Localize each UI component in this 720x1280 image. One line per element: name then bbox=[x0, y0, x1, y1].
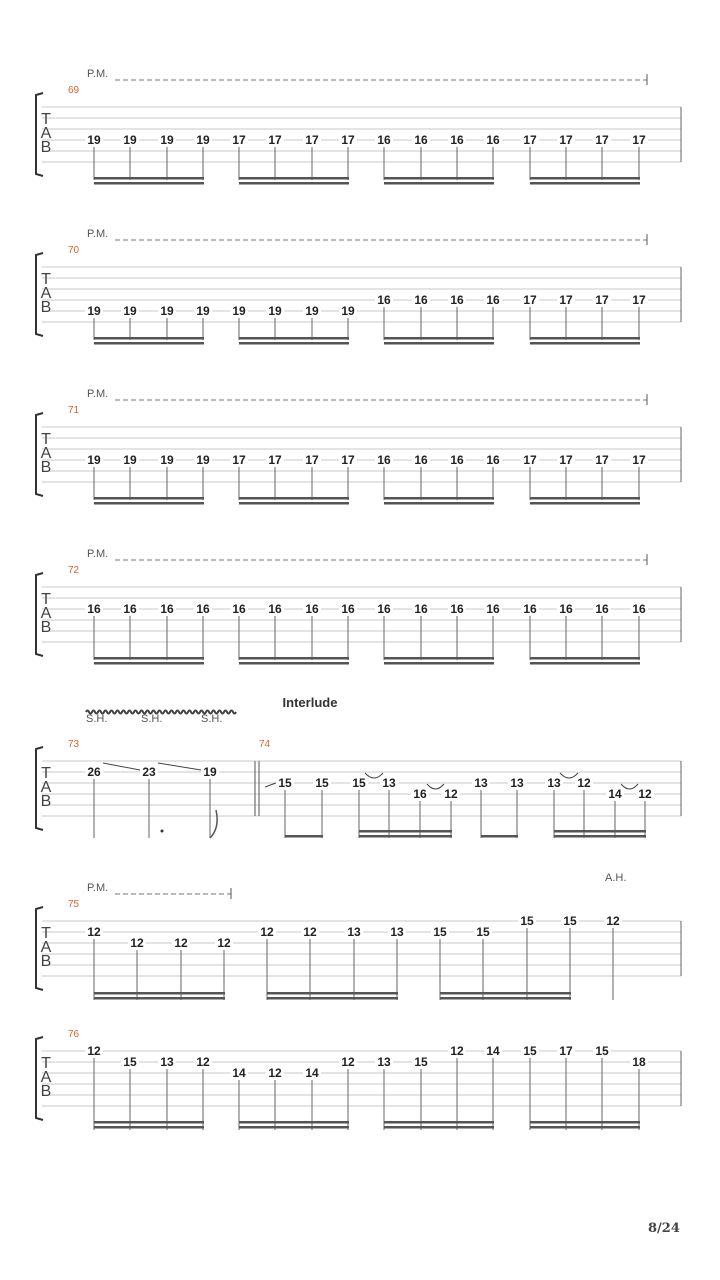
beam bbox=[285, 835, 323, 838]
beam bbox=[530, 177, 640, 180]
fret-number: 19 bbox=[341, 304, 355, 318]
fret-number: 15 bbox=[595, 1044, 609, 1058]
beam bbox=[554, 830, 646, 833]
slide-in-line bbox=[265, 783, 276, 787]
fret-number: 12 bbox=[217, 936, 231, 950]
fret-number: 17 bbox=[523, 133, 537, 147]
beam bbox=[94, 1121, 204, 1124]
tab-clef-letter: A bbox=[40, 445, 52, 462]
slide-harmonic-label: S.H. bbox=[86, 713, 108, 725]
fret-number: 18 bbox=[632, 1055, 646, 1069]
beam bbox=[384, 497, 494, 500]
beam bbox=[530, 342, 640, 345]
fret-number: 16 bbox=[377, 453, 391, 467]
fret-number: 16 bbox=[160, 602, 174, 616]
fret-number: 12 bbox=[87, 925, 101, 939]
beam bbox=[267, 997, 398, 1000]
fret-number: 16 bbox=[450, 133, 464, 147]
fret-number: 19 bbox=[160, 304, 174, 318]
beam bbox=[94, 182, 204, 185]
tab-clef-letter: T bbox=[41, 765, 51, 782]
tab-system bbox=[36, 548, 681, 665]
tab-clef-letter: B bbox=[40, 619, 52, 636]
fret-number: 17 bbox=[232, 133, 246, 147]
tab-clef-letter: T bbox=[41, 111, 51, 128]
fret-number: 12 bbox=[450, 1044, 464, 1058]
fret-number: 16 bbox=[87, 602, 101, 616]
fret-number: 17 bbox=[341, 453, 355, 467]
measure-number: 74 bbox=[259, 739, 271, 750]
tab-clef-letter: B bbox=[40, 299, 52, 316]
beam bbox=[530, 182, 640, 185]
tab-clef-letter: A bbox=[40, 779, 52, 796]
tab-system bbox=[36, 68, 681, 185]
fret-number: 16 bbox=[414, 602, 428, 616]
slide-line bbox=[103, 763, 140, 770]
beam bbox=[239, 657, 349, 660]
beam bbox=[239, 182, 349, 185]
artificial-harmonic-label: A.H. bbox=[605, 872, 627, 884]
beam bbox=[239, 1121, 349, 1124]
measure-number: 75 bbox=[68, 899, 80, 910]
fret-number: 12 bbox=[260, 925, 274, 939]
tab-clef-letter: A bbox=[40, 285, 52, 302]
beam bbox=[530, 497, 640, 500]
beam bbox=[384, 342, 494, 345]
beam bbox=[384, 1121, 494, 1124]
fret-number: 16 bbox=[123, 602, 137, 616]
measure-number: 73 bbox=[68, 739, 80, 750]
fret-number: 16 bbox=[341, 602, 355, 616]
fret-number: 12 bbox=[606, 914, 620, 928]
measure-number: 71 bbox=[68, 405, 80, 416]
beam bbox=[481, 835, 518, 838]
tab-clef-letter: T bbox=[41, 431, 51, 448]
tab-system bbox=[36, 1029, 681, 1130]
fret-number: 13 bbox=[160, 1055, 174, 1069]
fret-number: 17 bbox=[268, 453, 282, 467]
fret-number: 17 bbox=[632, 293, 646, 307]
fret-number: 16 bbox=[632, 602, 646, 616]
fret-number: 13 bbox=[377, 1055, 391, 1069]
beam bbox=[94, 497, 204, 500]
beam bbox=[384, 662, 494, 665]
fret-number: 13 bbox=[510, 776, 524, 790]
tab-clef-letter: A bbox=[40, 939, 52, 956]
fret-number: 19 bbox=[87, 453, 101, 467]
beam bbox=[384, 502, 494, 505]
tab-clef-letter: T bbox=[41, 925, 51, 942]
fret-number: 17 bbox=[632, 133, 646, 147]
beam bbox=[384, 337, 494, 340]
beam bbox=[554, 835, 646, 838]
tab-clef-letter: T bbox=[41, 271, 51, 288]
fret-number: 15 bbox=[520, 914, 534, 928]
slide-harmonic-label: S.H. bbox=[141, 713, 163, 725]
tab-clef-letter: A bbox=[40, 605, 52, 622]
beam bbox=[239, 342, 349, 345]
fret-number: 14 bbox=[305, 1066, 319, 1080]
fret-number: 15 bbox=[278, 776, 292, 790]
fret-number: 19 bbox=[196, 453, 210, 467]
fret-number: 17 bbox=[595, 133, 609, 147]
palm-mute-label: P.M. bbox=[87, 882, 109, 894]
fret-number: 16 bbox=[486, 293, 500, 307]
beam bbox=[440, 997, 571, 1000]
beam bbox=[359, 835, 452, 838]
fret-number: 15 bbox=[563, 914, 577, 928]
pull-off-arc bbox=[427, 784, 444, 789]
beam bbox=[530, 662, 640, 665]
fret-number: 19 bbox=[160, 453, 174, 467]
beam bbox=[530, 1126, 640, 1129]
fret-number: 26 bbox=[87, 765, 101, 779]
tab-clef-letter: A bbox=[40, 125, 52, 142]
fret-number: 12 bbox=[196, 1055, 210, 1069]
slide-harmonic-label: S.H. bbox=[201, 713, 223, 725]
fret-number: 15 bbox=[123, 1055, 137, 1069]
beam bbox=[384, 182, 494, 185]
beam bbox=[94, 177, 204, 180]
fret-number: 19 bbox=[268, 304, 282, 318]
fret-number: 13 bbox=[347, 925, 361, 939]
fret-number: 15 bbox=[352, 776, 366, 790]
tab-clef-letter: B bbox=[40, 793, 52, 810]
beam bbox=[94, 337, 204, 340]
fret-number: 17 bbox=[305, 133, 319, 147]
fret-number: 16 bbox=[413, 787, 427, 801]
fret-number: 12 bbox=[268, 1066, 282, 1080]
fret-number: 16 bbox=[595, 602, 609, 616]
fret-number: 15 bbox=[433, 925, 447, 939]
beam bbox=[530, 657, 640, 660]
beam bbox=[94, 657, 204, 660]
fret-number: 17 bbox=[595, 453, 609, 467]
fret-number: 12 bbox=[174, 936, 188, 950]
fret-number: 17 bbox=[341, 133, 355, 147]
fret-number: 16 bbox=[486, 133, 500, 147]
note-flag bbox=[210, 810, 217, 838]
beam bbox=[94, 997, 225, 1000]
fret-number: 17 bbox=[523, 453, 537, 467]
fret-number: 19 bbox=[305, 304, 319, 318]
beam bbox=[94, 662, 204, 665]
beam bbox=[530, 337, 640, 340]
beam bbox=[239, 502, 349, 505]
fret-number: 13 bbox=[474, 776, 488, 790]
fret-number: 16 bbox=[523, 602, 537, 616]
fret-number: 16 bbox=[559, 602, 573, 616]
fret-number: 15 bbox=[414, 1055, 428, 1069]
fret-number: 19 bbox=[123, 133, 137, 147]
measure-number: 70 bbox=[68, 245, 80, 256]
beam bbox=[440, 992, 571, 995]
fret-number: 12 bbox=[444, 787, 458, 801]
fret-number: 17 bbox=[268, 133, 282, 147]
tab-clef-letter: B bbox=[40, 1083, 52, 1100]
fret-number: 17 bbox=[559, 133, 573, 147]
measure-number: 69 bbox=[68, 85, 80, 96]
fret-number: 16 bbox=[450, 602, 464, 616]
page-number: 8/24 bbox=[648, 1221, 680, 1236]
fret-number: 16 bbox=[232, 602, 246, 616]
fret-number: 16 bbox=[377, 602, 391, 616]
fret-number: 16 bbox=[450, 453, 464, 467]
fret-number: 17 bbox=[595, 293, 609, 307]
fret-number: 16 bbox=[377, 293, 391, 307]
fret-number: 12 bbox=[87, 1044, 101, 1058]
palm-mute-label: P.M. bbox=[87, 228, 109, 240]
fret-number: 16 bbox=[414, 133, 428, 147]
fret-number: 17 bbox=[559, 453, 573, 467]
beam bbox=[94, 992, 225, 995]
fret-number: 13 bbox=[382, 776, 396, 790]
beam bbox=[94, 342, 204, 345]
beam bbox=[94, 502, 204, 505]
beam bbox=[239, 177, 349, 180]
fret-number: 14 bbox=[486, 1044, 500, 1058]
tab-clef-letter: T bbox=[41, 1055, 51, 1072]
fret-number: 16 bbox=[414, 293, 428, 307]
fret-number: 16 bbox=[486, 602, 500, 616]
tab-system bbox=[36, 872, 681, 1000]
measure-number: 72 bbox=[68, 565, 80, 576]
fret-number: 17 bbox=[232, 453, 246, 467]
slide-line bbox=[158, 763, 201, 770]
beam bbox=[359, 830, 452, 833]
fret-number: 16 bbox=[377, 133, 391, 147]
fret-number: 23 bbox=[142, 765, 156, 779]
fret-number: 19 bbox=[87, 133, 101, 147]
fret-number: 12 bbox=[303, 925, 317, 939]
fret-number: 16 bbox=[268, 602, 282, 616]
palm-mute-label: P.M. bbox=[87, 548, 109, 560]
fret-number: 16 bbox=[196, 602, 210, 616]
fret-number: 12 bbox=[638, 787, 652, 801]
beam bbox=[239, 337, 349, 340]
fret-number: 17 bbox=[523, 293, 537, 307]
fret-number: 17 bbox=[632, 453, 646, 467]
fret-number: 19 bbox=[203, 765, 217, 779]
fret-number: 19 bbox=[160, 133, 174, 147]
tab-clef-letter: A bbox=[40, 1069, 52, 1086]
fret-number: 19 bbox=[196, 133, 210, 147]
fret-number: 16 bbox=[450, 293, 464, 307]
palm-mute-label: P.M. bbox=[87, 68, 109, 80]
fret-number: 16 bbox=[486, 453, 500, 467]
fret-number: 17 bbox=[559, 293, 573, 307]
section-title: Interlude bbox=[282, 695, 338, 710]
fret-number: 14 bbox=[608, 787, 622, 801]
rhythm-dot bbox=[161, 830, 164, 833]
fret-number: 19 bbox=[123, 304, 137, 318]
tab-clef-letter: T bbox=[41, 591, 51, 608]
fret-number: 13 bbox=[547, 776, 561, 790]
fret-number: 16 bbox=[414, 453, 428, 467]
fret-number: 17 bbox=[559, 1044, 573, 1058]
beam bbox=[530, 502, 640, 505]
beam bbox=[384, 657, 494, 660]
fret-number: 15 bbox=[523, 1044, 537, 1058]
fret-number: 19 bbox=[123, 453, 137, 467]
beam bbox=[267, 992, 398, 995]
fret-number: 12 bbox=[577, 776, 591, 790]
fret-number: 12 bbox=[341, 1055, 355, 1069]
tab-system bbox=[36, 388, 681, 505]
beam bbox=[239, 497, 349, 500]
fret-number: 16 bbox=[305, 602, 319, 616]
beam bbox=[239, 1126, 349, 1129]
fret-number: 13 bbox=[390, 925, 404, 939]
fret-number: 12 bbox=[130, 936, 144, 950]
palm-mute-label: P.M. bbox=[87, 388, 109, 400]
measure-number: 76 bbox=[68, 1029, 80, 1040]
beam bbox=[239, 662, 349, 665]
fret-number: 17 bbox=[305, 453, 319, 467]
fret-number: 15 bbox=[315, 776, 329, 790]
tab-clef-letter: B bbox=[40, 139, 52, 156]
beam bbox=[94, 1126, 204, 1129]
beam bbox=[384, 1126, 494, 1129]
fret-number: 19 bbox=[232, 304, 246, 318]
tab-system bbox=[36, 228, 681, 345]
tab-system bbox=[36, 695, 681, 838]
tab-clef-letter: B bbox=[40, 459, 52, 476]
fret-number: 14 bbox=[232, 1066, 246, 1080]
beam bbox=[530, 1121, 640, 1124]
beam bbox=[384, 177, 494, 180]
fret-number: 15 bbox=[476, 925, 490, 939]
fret-number: 19 bbox=[196, 304, 210, 318]
fret-number: 19 bbox=[87, 304, 101, 318]
tab-clef-letter: B bbox=[40, 953, 52, 970]
